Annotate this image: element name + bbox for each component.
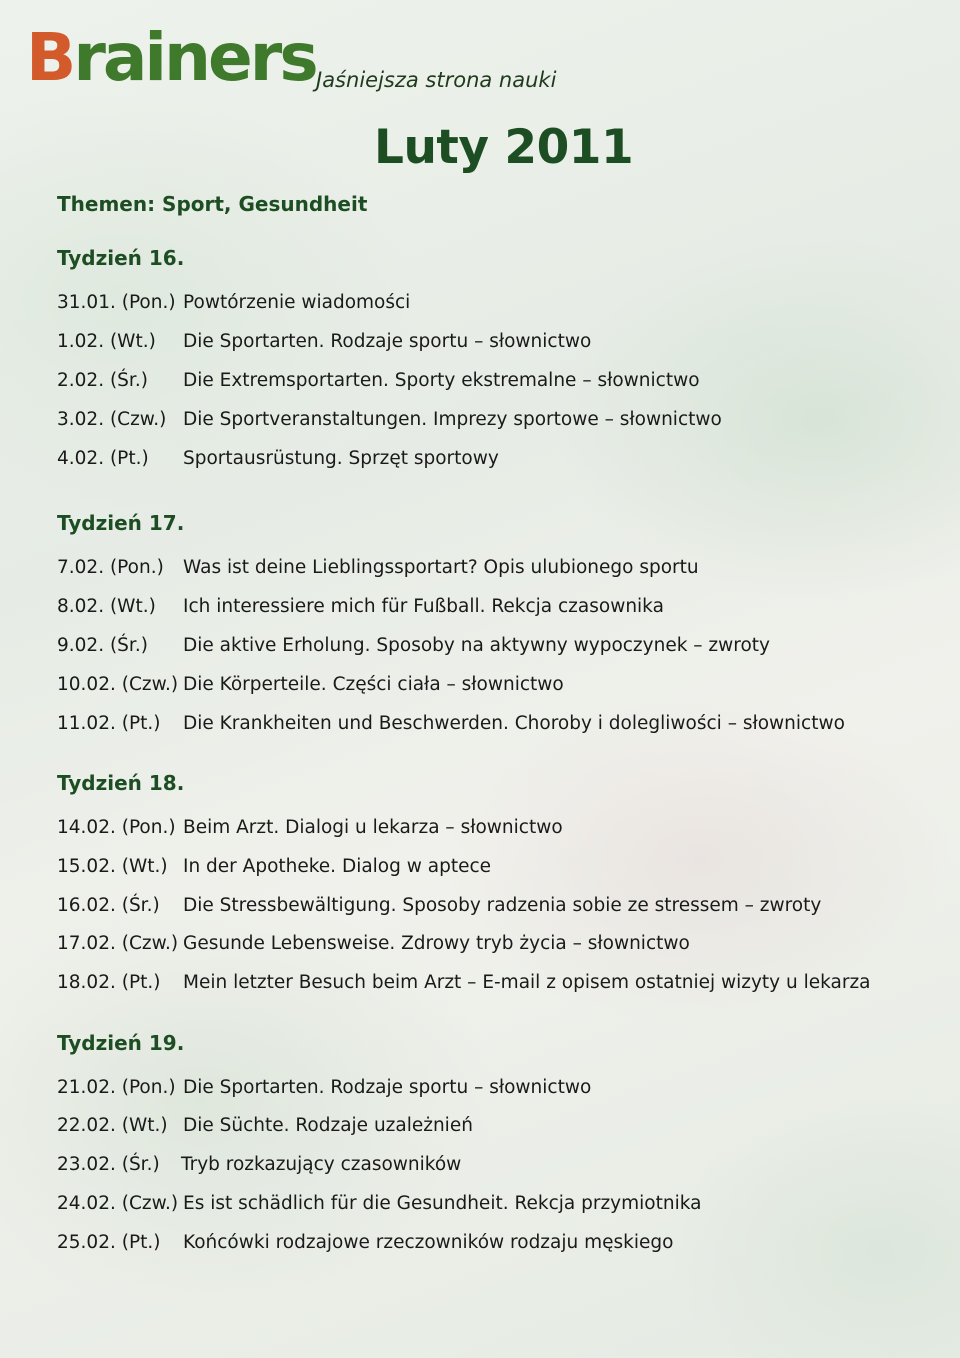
row-topic: Die Sportarten. Rodzaje sportu – słownictwo: [183, 331, 592, 352]
row-topic: Ich interessiere mich für Fußball. Rekcja czasownika: [183, 596, 664, 617]
row-date: 14.02. (Pon.): [57, 817, 176, 838]
row-topic: Końcówki rodzajowe rzeczowników rodzaju męskiego: [183, 1232, 674, 1253]
row-topic: Es ist schädlich für die Gesundheit. Rekcja przymiotnika: [183, 1193, 702, 1214]
row-topic: Die Krankheiten und Beschwerden. Choroby i dolegliwości – słownictwo: [183, 713, 845, 734]
row-topic: Die Körperteile. Części ciała – słownictwo: [183, 674, 564, 695]
row-topic: Die Süchte. Rodzaje uzależnień: [183, 1115, 473, 1136]
week-heading: Tydzień 19.: [57, 1031, 185, 1055]
week-heading: Tydzień 16.: [57, 246, 185, 270]
week-heading: Tydzień 18.: [57, 771, 185, 795]
row-date: 9.02. (Śr.): [57, 635, 148, 656]
row-date: 2.02. (Śr.): [57, 370, 148, 391]
row-date: 31.01. (Pon.): [57, 292, 176, 313]
themes-heading: Themen: Sport, Gesundheit: [57, 192, 368, 216]
row-topic: Powtórzenie wiadomości: [183, 292, 411, 313]
row-date: 22.02. (Wt.): [57, 1115, 168, 1136]
row-date: 15.02. (Wt.): [57, 856, 168, 877]
week-heading: Tydzień 17.: [57, 511, 185, 535]
row-topic: Tryb rozkazujący czasowników: [181, 1154, 462, 1175]
row-topic: Was ist deine Lieblingssportart? Opis ulubionego sportu: [183, 557, 699, 578]
row-topic: Mein letzter Besuch beim Arzt – E-mail z opisem ostatniej wizyty u lekarza: [183, 972, 871, 993]
logo-letters-rest: rainers: [73, 19, 316, 96]
row-date: 8.02. (Wt.): [57, 596, 156, 617]
row-date: 16.02. (Śr.): [57, 895, 160, 916]
brainers-logo: [26, 18, 316, 98]
row-topic: Die Sportveranstaltungen. Imprezy sportowe – słownictwo: [183, 409, 722, 430]
logo-letter-b: B: [26, 19, 74, 96]
page-title: Luty 2011: [374, 120, 634, 175]
row-topic: In der Apotheke. Dialog w aptece: [183, 856, 492, 877]
row-date: 3.02. (Czw.): [57, 409, 167, 430]
row-date: 1.02. (Wt.): [57, 331, 156, 352]
row-date: 21.02. (Pon.): [57, 1077, 176, 1098]
row-topic: Gesunde Lebensweise. Zdrowy tryb życia – słownictwo: [183, 933, 690, 954]
row-date: 10.02. (Czw.): [57, 674, 179, 695]
row-date: 25.02. (Pt.): [57, 1232, 161, 1253]
row-date: 17.02. (Czw.): [57, 933, 179, 954]
row-topic: Die aktive Erholung. Sposoby na aktywny wypoczynek – zwroty: [183, 635, 770, 656]
row-date: 4.02. (Pt.): [57, 448, 149, 469]
row-topic: Beim Arzt. Dialogi u lekarza – słownictwo: [183, 817, 563, 838]
row-date: 7.02. (Pon.): [57, 557, 164, 578]
row-topic: Die Sportarten. Rodzaje sportu – słownictwo: [183, 1077, 592, 1098]
row-date: 23.02. (Śr.): [57, 1154, 160, 1175]
row-topic: Sportausrüstung. Sprzęt sportowy: [183, 448, 499, 469]
row-date: 18.02. (Pt.): [57, 972, 161, 993]
row-topic: Die Extremsportarten. Sporty ekstremalne – słownictwo: [183, 370, 700, 391]
tagline: Jaśniejsza strona nauki: [316, 68, 557, 92]
row-date: 24.02. (Czw.): [57, 1193, 179, 1214]
row-topic: Die Stressbewältigung. Sposoby radzenia sobie ze stressem – zwroty: [183, 895, 822, 916]
row-date: 11.02. (Pt.): [57, 713, 161, 734]
